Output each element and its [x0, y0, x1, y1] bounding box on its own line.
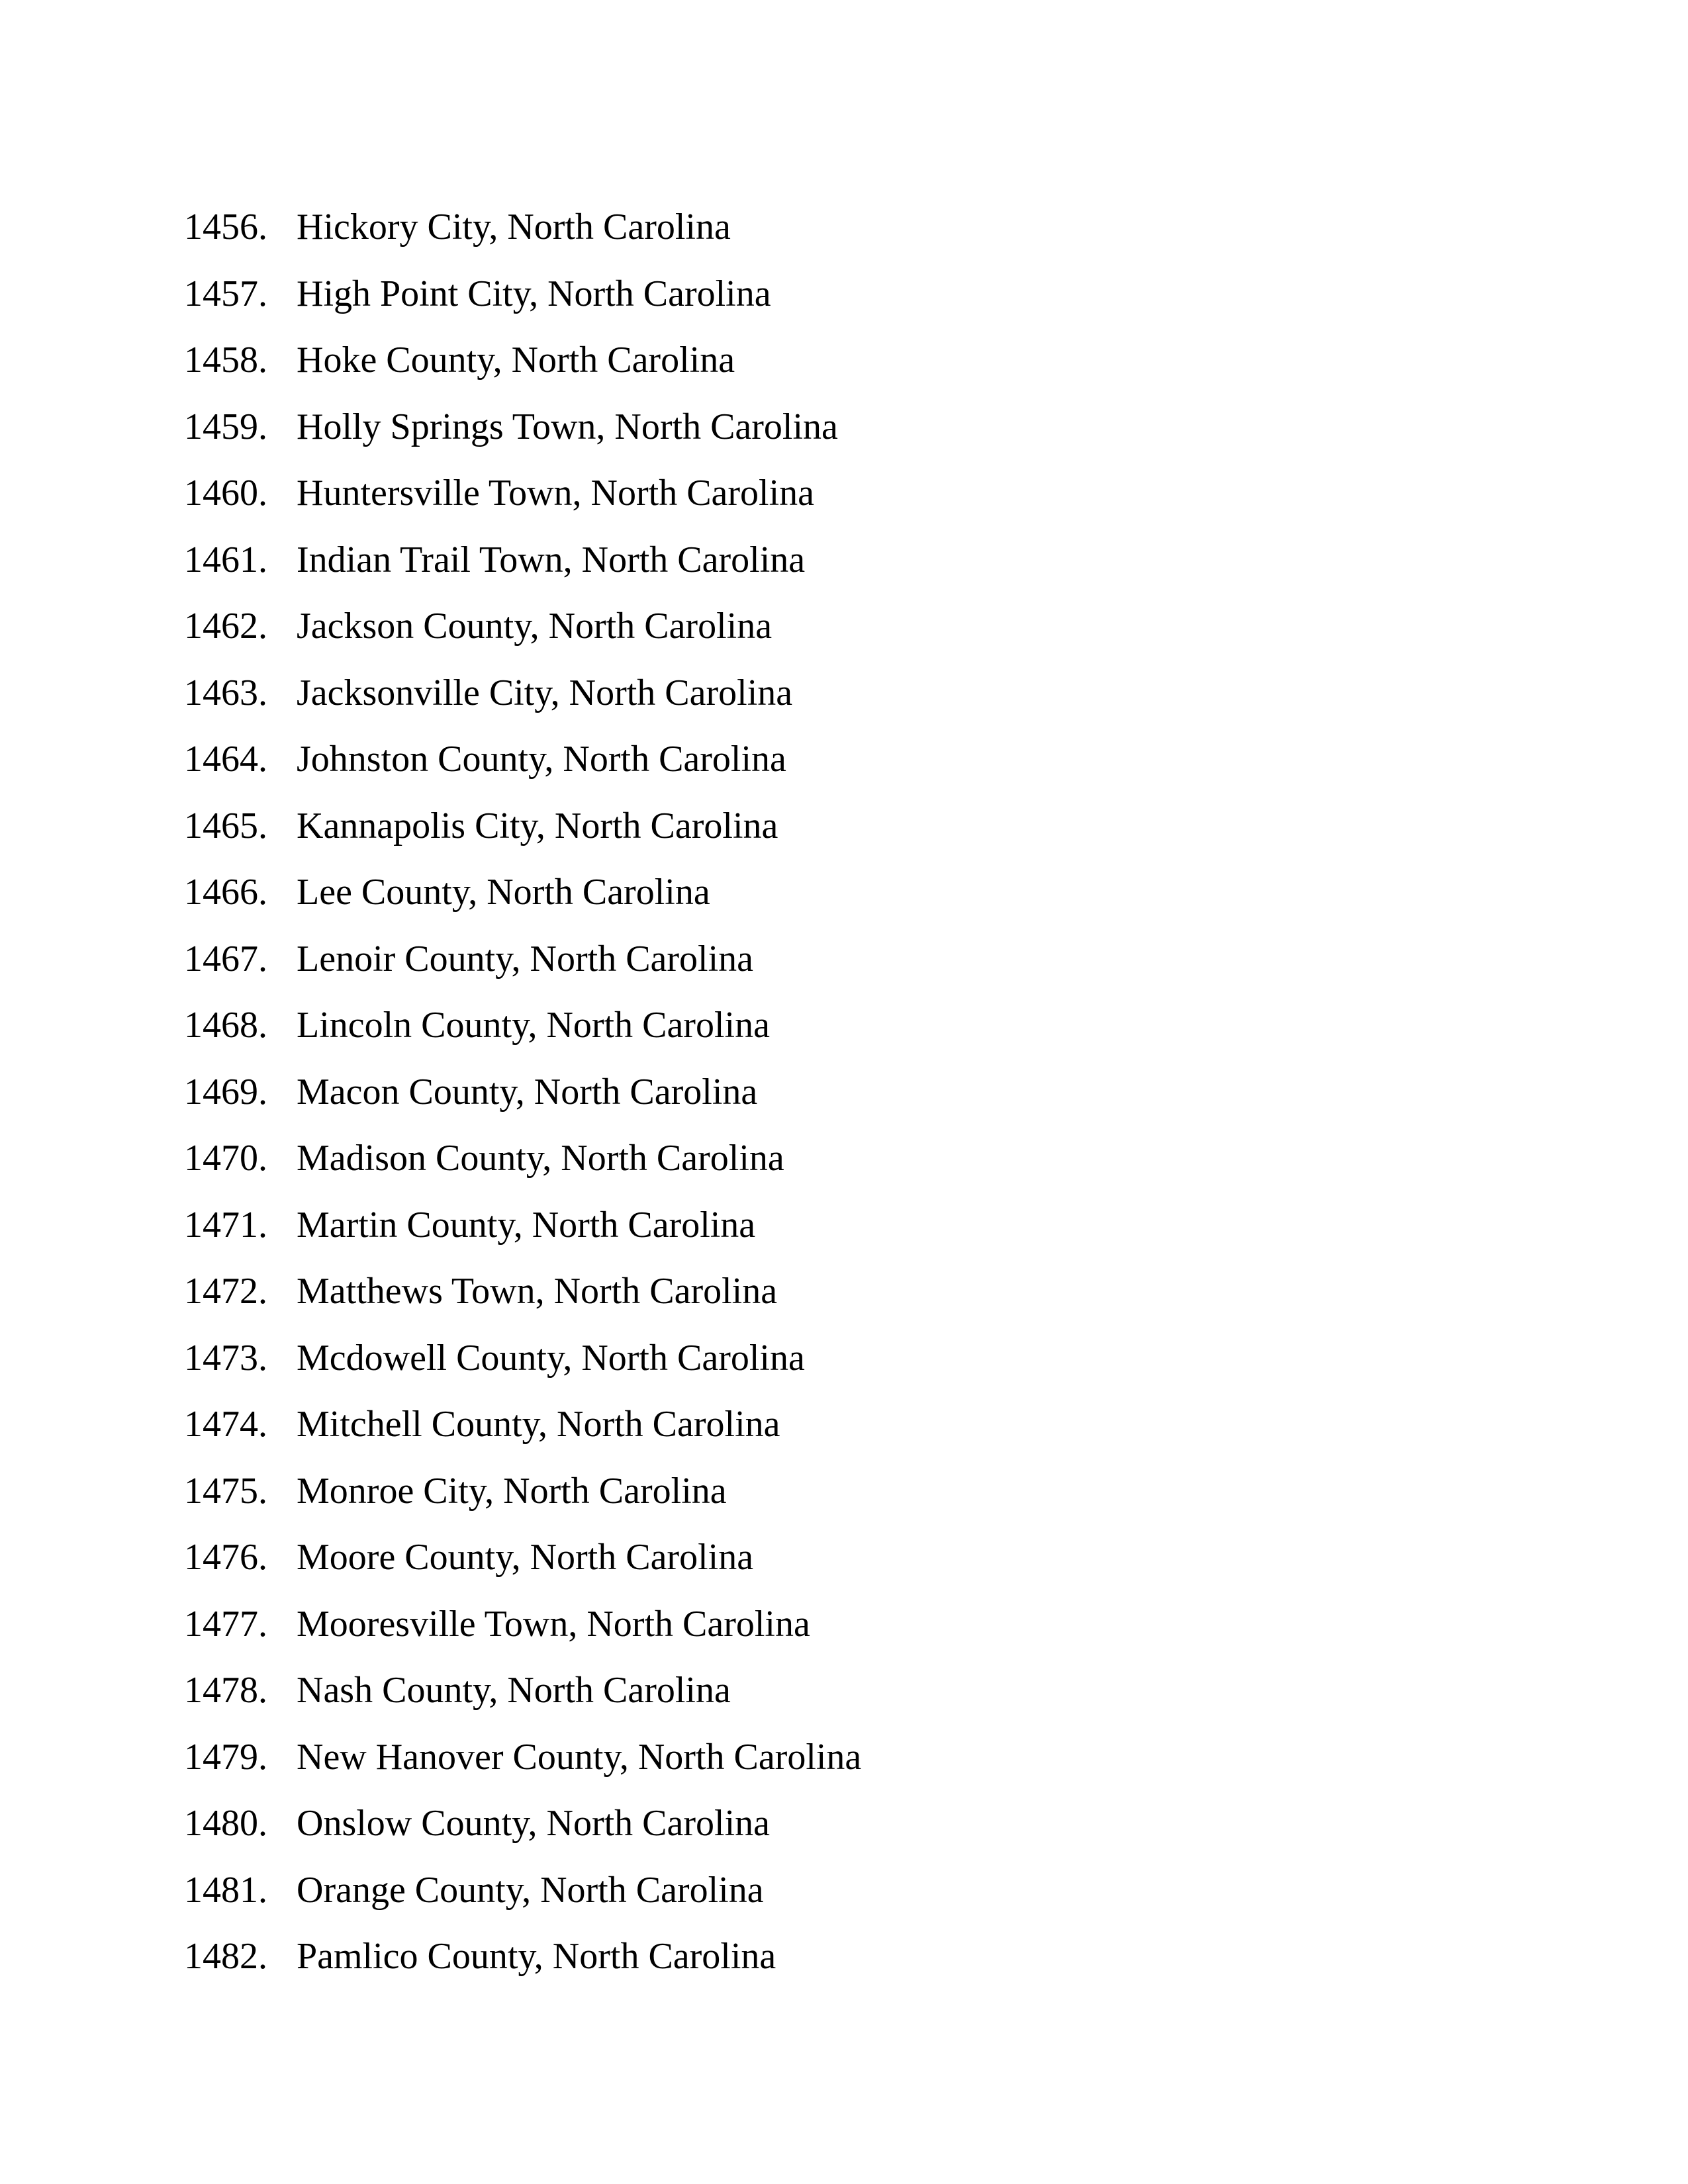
item-number: 1462.: [184, 606, 267, 647]
list-item: [184, 460, 861, 527]
list-item: [184, 726, 861, 793]
item-name: Madison County, North Carolina: [297, 1138, 784, 1179]
item-number: 1466.: [184, 872, 267, 913]
list-item: [184, 1857, 861, 1924]
list-item: [184, 793, 861, 860]
item-number: 1456.: [184, 206, 267, 248]
item-name: High Point City, North Carolina: [297, 273, 771, 314]
item-name: Monroe City, North Carolina: [297, 1470, 727, 1512]
item-number: 1471.: [184, 1204, 267, 1246]
item-number: 1468.: [184, 1005, 267, 1046]
item-name: Lenoir County, North Carolina: [297, 938, 754, 979]
list-item: [184, 1391, 861, 1458]
item-number: 1470.: [184, 1138, 267, 1179]
list-item: [184, 527, 861, 594]
item-number: 1474.: [184, 1404, 267, 1445]
item-number: 1467.: [184, 938, 267, 979]
item-number: 1465.: [184, 805, 267, 846]
list-item: [184, 1458, 861, 1525]
item-number: 1478.: [184, 1670, 267, 1711]
item-number: 1473.: [184, 1337, 267, 1379]
item-number: 1482.: [184, 1936, 267, 1978]
list-item: [184, 1059, 861, 1126]
item-name: New Hanover County, North Carolina: [297, 1736, 862, 1778]
item-name: Mooresville Town, North Carolina: [297, 1603, 810, 1645]
item-name: Lincoln County, North Carolina: [297, 1005, 770, 1046]
item-name: Macon County, North Carolina: [297, 1071, 758, 1113]
item-name: Lee County, North Carolina: [297, 872, 710, 913]
item-name: Matthews Town, North Carolina: [297, 1271, 778, 1312]
list-item: [184, 194, 861, 261]
item-number: 1464.: [184, 739, 267, 780]
item-name: Holly Springs Town, North Carolina: [297, 406, 838, 447]
item-number: 1475.: [184, 1470, 267, 1512]
list-item: [184, 1192, 861, 1259]
item-name: Indian Trail Town, North Carolina: [297, 539, 806, 580]
list-item: [184, 327, 861, 394]
jurisdiction-list: [184, 194, 861, 1990]
item-name: Moore County, North Carolina: [297, 1537, 754, 1578]
item-name: Nash County, North Carolina: [297, 1670, 731, 1711]
item-number: 1460.: [184, 473, 267, 514]
item-name: Hoke County, North Carolina: [297, 340, 735, 381]
item-number: 1477.: [184, 1603, 267, 1645]
list-item: [184, 926, 861, 993]
item-name: Pamlico County, North Carolina: [297, 1936, 776, 1978]
item-name: Jackson County, North Carolina: [297, 606, 773, 647]
list-item: [184, 1724, 861, 1791]
list-item: [184, 992, 861, 1059]
item-name: Mitchell County, North Carolina: [297, 1404, 780, 1445]
item-name: Johnston County, North Carolina: [297, 739, 786, 780]
item-number: 1469.: [184, 1071, 267, 1113]
item-name: Mcdowell County, North Carolina: [297, 1337, 805, 1379]
list-item: [184, 1524, 861, 1591]
list-item: [184, 1923, 861, 1990]
item-number: 1476.: [184, 1537, 267, 1578]
item-number: 1459.: [184, 406, 267, 447]
list-item: [184, 1591, 861, 1658]
list-item: [184, 1125, 861, 1192]
item-number: 1472.: [184, 1271, 267, 1312]
item-number: 1480.: [184, 1803, 267, 1844]
item-number: 1481.: [184, 1869, 267, 1911]
list-item: [184, 1325, 861, 1392]
list-item: [184, 593, 861, 660]
list-item: [184, 1790, 861, 1857]
list-item: [184, 394, 861, 461]
item-number: 1479.: [184, 1736, 267, 1778]
list-item: [184, 1258, 861, 1325]
item-name: Kannapolis City, North Carolina: [297, 805, 778, 846]
item-number: 1457.: [184, 273, 267, 314]
list-item: [184, 261, 861, 328]
item-name: Onslow County, North Carolina: [297, 1803, 770, 1844]
item-name: Hickory City, North Carolina: [297, 206, 731, 248]
list-item: [184, 1657, 861, 1724]
item-number: 1463.: [184, 672, 267, 713]
item-name: Martin County, North Carolina: [297, 1204, 756, 1246]
list-item: [184, 859, 861, 926]
item-number: 1461.: [184, 539, 267, 580]
item-number: 1458.: [184, 340, 267, 381]
list-item: [184, 660, 861, 727]
item-name: Orange County, North Carolina: [297, 1869, 764, 1911]
item-name: Jacksonville City, North Carolina: [297, 672, 793, 713]
item-name: Huntersville Town, North Carolina: [297, 473, 815, 514]
